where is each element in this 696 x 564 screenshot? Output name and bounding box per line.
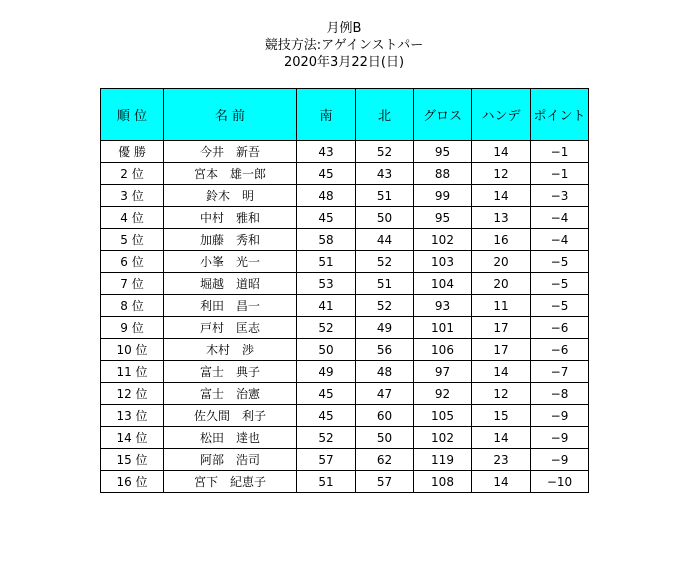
cell-north: 43 [356, 163, 414, 185]
cell-south: 41 [297, 295, 356, 317]
cell-gross: 95 [414, 207, 472, 229]
cell-rank: 2 位 [101, 163, 164, 185]
table-row [101, 185, 589, 207]
cell-name: 利田 昌一 [164, 295, 297, 317]
cell-gross: 97 [414, 361, 472, 383]
cell-north: 52 [356, 295, 414, 317]
cell-gross: 119 [414, 449, 472, 471]
cell-points: −9 [531, 427, 589, 449]
column-header-name: 名 前 [164, 89, 297, 141]
cell-points: −5 [531, 273, 589, 295]
cell-south: 51 [297, 471, 356, 493]
cell-handicap: 20 [472, 273, 531, 295]
cell-gross: 102 [414, 427, 472, 449]
column-header-north: 北 [356, 89, 414, 141]
cell-points: −1 [531, 141, 589, 163]
cell-north: 52 [356, 251, 414, 273]
cell-south: 49 [297, 361, 356, 383]
cell-points: −5 [531, 251, 589, 273]
title-block [100, 20, 588, 71]
cell-handicap: 17 [472, 339, 531, 361]
cell-north: 50 [356, 427, 414, 449]
cell-north: 51 [356, 185, 414, 207]
cell-north: 57 [356, 471, 414, 493]
title-line-1: 月例B [326, 21, 362, 36]
cell-gross: 105 [414, 405, 472, 427]
cell-north: 49 [356, 317, 414, 339]
cell-rank: 15 位 [101, 449, 164, 471]
cell-south: 48 [297, 185, 356, 207]
cell-north: 44 [356, 229, 414, 251]
cell-north: 50 [356, 207, 414, 229]
cell-rank: 14 位 [101, 427, 164, 449]
cell-south: 45 [297, 383, 356, 405]
title-line-2: 競技方法:アゲインストパー [264, 38, 424, 53]
cell-north: 52 [356, 141, 414, 163]
cell-handicap: 11 [472, 295, 531, 317]
cell-gross: 102 [414, 229, 472, 251]
cell-name: 宮本 雄一郎 [164, 163, 297, 185]
cell-south: 52 [297, 317, 356, 339]
cell-north: 60 [356, 405, 414, 427]
table-row [101, 361, 589, 383]
cell-gross: 93 [414, 295, 472, 317]
cell-south: 53 [297, 273, 356, 295]
table-row [101, 449, 589, 471]
cell-north: 47 [356, 383, 414, 405]
cell-points: −10 [531, 471, 589, 493]
title-line-3: 2020年3月22日(日) [283, 55, 405, 70]
cell-gross: 99 [414, 185, 472, 207]
cell-rank: 12 位 [101, 383, 164, 405]
cell-gross: 108 [414, 471, 472, 493]
cell-gross: 106 [414, 339, 472, 361]
table-row [101, 427, 589, 449]
cell-handicap: 14 [472, 427, 531, 449]
cell-name: 阿部 浩司 [164, 449, 297, 471]
cell-name: 宮下 紀恵子 [164, 471, 297, 493]
cell-north: 62 [356, 449, 414, 471]
cell-name: 小峯 光一 [164, 251, 297, 273]
cell-points: −4 [531, 229, 589, 251]
cell-rank: 11 位 [101, 361, 164, 383]
cell-points: −5 [531, 295, 589, 317]
cell-north: 56 [356, 339, 414, 361]
cell-north: 51 [356, 273, 414, 295]
cell-name: 木村 渉 [164, 339, 297, 361]
cell-rank: 10 位 [101, 339, 164, 361]
table-body [101, 141, 589, 493]
table-row [101, 339, 589, 361]
cell-name: 堀越 道昭 [164, 273, 297, 295]
cell-points: −3 [531, 185, 589, 207]
cell-handicap: 13 [472, 207, 531, 229]
cell-south: 51 [297, 251, 356, 273]
cell-rank: 7 位 [101, 273, 164, 295]
table-row [101, 229, 589, 251]
cell-gross: 92 [414, 383, 472, 405]
table-row [101, 251, 589, 273]
cell-points: −1 [531, 163, 589, 185]
table-row [101, 405, 589, 427]
cell-south: 58 [297, 229, 356, 251]
cell-handicap: 12 [472, 383, 531, 405]
cell-handicap: 14 [472, 471, 531, 493]
cell-points: −6 [531, 317, 589, 339]
cell-rank: 9 位 [101, 317, 164, 339]
cell-points: −4 [531, 207, 589, 229]
cell-name: 今井 新吾 [164, 141, 297, 163]
cell-points: −7 [531, 361, 589, 383]
cell-south: 50 [297, 339, 356, 361]
cell-gross: 88 [414, 163, 472, 185]
results-table [100, 88, 589, 493]
cell-name: 富士 治憲 [164, 383, 297, 405]
cell-south: 45 [297, 405, 356, 427]
cell-rank: 5 位 [101, 229, 164, 251]
table-row [101, 295, 589, 317]
cell-name: 鈴木 明 [164, 185, 297, 207]
cell-gross: 101 [414, 317, 472, 339]
table-row [101, 163, 589, 185]
cell-south: 45 [297, 163, 356, 185]
cell-handicap: 23 [472, 449, 531, 471]
cell-name: 佐久間 利子 [164, 405, 297, 427]
cell-rank: 8 位 [101, 295, 164, 317]
cell-handicap: 12 [472, 163, 531, 185]
cell-south: 45 [297, 207, 356, 229]
cell-handicap: 20 [472, 251, 531, 273]
cell-rank: 優 勝 [101, 141, 164, 163]
cell-rank: 3 位 [101, 185, 164, 207]
cell-gross: 104 [414, 273, 472, 295]
cell-rank: 13 位 [101, 405, 164, 427]
table-row [101, 141, 589, 163]
cell-points: −9 [531, 405, 589, 427]
cell-gross: 95 [414, 141, 472, 163]
cell-name: 加藤 秀和 [164, 229, 297, 251]
cell-name: 松田 達也 [164, 427, 297, 449]
cell-handicap: 14 [472, 185, 531, 207]
table-row [101, 317, 589, 339]
cell-handicap: 14 [472, 361, 531, 383]
column-header-handicap: ハンデ [472, 89, 531, 141]
cell-handicap: 16 [472, 229, 531, 251]
cell-name: 戸村 匡志 [164, 317, 297, 339]
table-row [101, 273, 589, 295]
cell-south: 57 [297, 449, 356, 471]
cell-gross: 103 [414, 251, 472, 273]
cell-rank: 16 位 [101, 471, 164, 493]
column-header-points: ポイント [531, 89, 589, 141]
cell-handicap: 17 [472, 317, 531, 339]
cell-south: 43 [297, 141, 356, 163]
column-header-south: 南 [297, 89, 356, 141]
header-row [101, 89, 589, 141]
table-row [101, 471, 589, 493]
table-row [101, 383, 589, 405]
cell-rank: 4 位 [101, 207, 164, 229]
cell-points: −6 [531, 339, 589, 361]
cell-name: 中村 雅和 [164, 207, 297, 229]
table-row [101, 207, 589, 229]
column-header-gross: グロス [414, 89, 472, 141]
cell-north: 48 [356, 361, 414, 383]
cell-handicap: 15 [472, 405, 531, 427]
cell-points: −8 [531, 383, 589, 405]
cell-south: 52 [297, 427, 356, 449]
column-header-rank: 順 位 [101, 89, 164, 141]
cell-handicap: 14 [472, 141, 531, 163]
cell-points: −9 [531, 449, 589, 471]
cell-rank: 6 位 [101, 251, 164, 273]
cell-name: 富士 典子 [164, 361, 297, 383]
